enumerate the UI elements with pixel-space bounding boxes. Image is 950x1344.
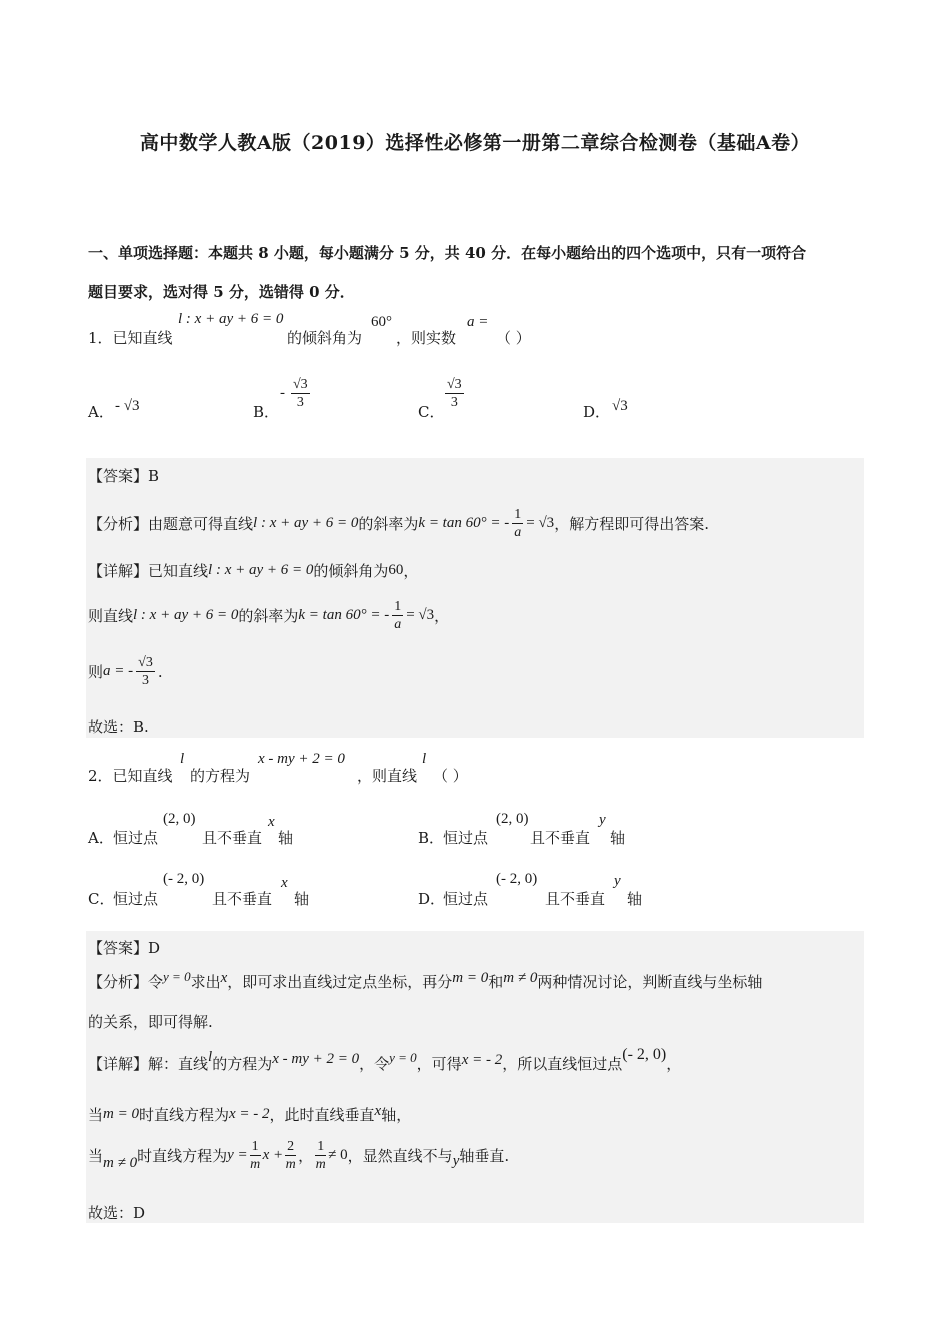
q2-d3-f2-den: m <box>285 1157 296 1172</box>
q1-stem-start: 1．已知直线 <box>88 329 173 347</box>
q1-variable: a = <box>467 314 489 330</box>
q2-d3-f1-den: m <box>250 1157 261 1172</box>
q1-option-b-label: B． <box>253 403 280 421</box>
q2-analysis-line2: 的关系，即可得解. <box>88 1013 213 1031</box>
q2-d3-fraction-2 <box>285 1138 296 1173</box>
q2-d1-text-e: ，所以直线恒过点 <box>502 1055 623 1073</box>
q1-detail-angle: 60 <box>388 562 404 578</box>
q2-option-b-point: (2, 0) <box>496 811 529 827</box>
q1-detail-line3 <box>88 654 163 689</box>
q1-detail2-slope: k = tan 60° = - <box>298 607 390 623</box>
q2-d1-point: (- 2, 0) <box>622 1045 667 1063</box>
q2-d2-text-b: 时直线方程为 <box>138 1106 229 1124</box>
q1-analysis-text-b: 的斜率为 <box>358 515 419 533</box>
q2-analysis <box>88 968 763 992</box>
q1-answer: 【答案】B <box>88 467 160 485</box>
q1-detail2-fraction-num: 1 <box>394 599 402 614</box>
q1-option-c-denominator: 3 <box>450 395 458 410</box>
q1-option-a-value: - √3 <box>115 398 140 414</box>
q1-answer-box <box>86 458 864 738</box>
q1-detail-line2 <box>88 598 449 633</box>
section-heading-line1: 一、单项选择题：本题共 8 小题，每小题满分 5 分，共 40 分．在每小题给出的四个选项中，只有一项符合 <box>88 244 807 262</box>
q2-d1-text-a: 解：直线 <box>148 1055 209 1073</box>
q1-analysis-root: = √3 <box>526 515 555 531</box>
q2-option-c-text-a: 恒过点 <box>113 890 159 908</box>
q1-detail3-fraction-den: 3 <box>141 673 149 688</box>
q2-analysis-label: 【分析】 <box>88 973 149 991</box>
q2-detail-line2 <box>88 1104 411 1125</box>
q2-option-d-text-b: 且不垂直 <box>545 890 606 908</box>
q1-option-d-label: D． <box>583 403 611 421</box>
q2-option-a-axis: x <box>268 814 275 830</box>
q2-detail-line1 <box>88 1045 682 1074</box>
q2-option-a-text-b: 且不垂直 <box>202 829 263 847</box>
q2-option-d-text-a: 恒过点 <box>443 890 489 908</box>
q1-detail-text-c: ， <box>403 562 419 580</box>
q1-analysis-fraction <box>512 506 523 541</box>
q1-stem-mid: 的倾斜角为 <box>287 329 363 347</box>
q2-an-y0: y = 0 <box>163 968 191 984</box>
q2-an-text-c: ，即可求出直线过定点坐标，再分 <box>227 973 453 991</box>
q2-option-c-axis: x <box>281 875 288 891</box>
q2-d1-text-f: ， <box>666 1055 682 1073</box>
q1-angle: 60° <box>371 314 392 330</box>
q2-answer: 【答案】D <box>88 939 161 957</box>
q1-detail2-text-a: 则直线 <box>88 607 134 625</box>
q2-an-text-d: 和 <box>488 973 504 991</box>
q2-paren: （ ） <box>433 767 468 785</box>
q1-detail2-text-d: ， <box>434 607 450 625</box>
q1-stem-tail: ，则实数 <box>396 329 457 347</box>
q2-option-a-point: (2, 0) <box>163 811 196 827</box>
q2-d2-m0: m = 0 <box>103 1106 139 1122</box>
q2-d3-text-e: 轴垂直. <box>459 1147 510 1165</box>
q2-stem-tail: ，则直线 <box>357 767 418 785</box>
q2-choose: 故选：D <box>88 1204 146 1222</box>
q2-option-a-text-a: 恒过点 <box>113 829 159 847</box>
q2-d3-ne: ≠ 0 <box>328 1147 348 1163</box>
q1-detail3-fraction-num: √3 <box>138 655 153 670</box>
q1-analysis <box>88 506 709 541</box>
q2-line-symbol: l <box>180 751 185 767</box>
q2-d3-text-d: ，显然直线不与 <box>347 1147 453 1165</box>
q2-d1-text-d: ，可得 <box>416 1055 462 1073</box>
q1-detail3-text-b: . <box>157 662 163 681</box>
q1-detail3-fraction <box>136 654 155 689</box>
q1-option-b-denominator: 3 <box>296 395 304 410</box>
q2-option-d-label: D． <box>418 890 446 908</box>
q2-d3-text-a: 当 <box>88 1147 104 1165</box>
q2-option-b-text-c: 轴 <box>610 829 626 847</box>
q1-detail-text-b: 的倾斜角为 <box>313 562 389 580</box>
q2-stem-mid: 的方程为 <box>190 767 251 785</box>
q1-option-c-fraction <box>445 376 464 411</box>
q2-detail-line3 <box>88 1138 509 1173</box>
q1-option-b-sign: - <box>280 385 285 401</box>
q2-option-c-point: (- 2, 0) <box>163 871 205 887</box>
q1-option-b-fraction <box>291 376 310 411</box>
q1-detail2-equation: l : x + ay + 6 = 0 <box>133 607 239 623</box>
q2-an-mn0: m ≠ 0 <box>503 970 538 986</box>
q1-detail2-text-b: 的斜率为 <box>238 607 299 625</box>
q2-line-symbol-2: l <box>422 751 427 767</box>
q1-analysis-fraction-num: 1 <box>514 507 522 522</box>
q2-d3-y: y = <box>227 1147 248 1163</box>
q1-analysis-label: 【分析】 <box>88 515 149 533</box>
q1-option-a-label: A． <box>88 403 114 421</box>
q2-d1-text-b: 的方程为 <box>212 1055 273 1073</box>
q1-detail2-fraction <box>392 598 403 633</box>
q1-option-d-value: √3 <box>612 398 628 414</box>
q2-answer-box <box>86 931 864 1223</box>
q2-d1-eq: x - my + 2 = 0 <box>272 1051 360 1067</box>
q2-stem-start: 2．已知直线 <box>88 767 173 785</box>
q2-option-b-text-a: 恒过点 <box>443 829 489 847</box>
q1-analysis-slope: k = tan 60° = - <box>418 515 510 531</box>
q2-d1-text-c: ，令 <box>359 1055 390 1073</box>
q2-option-d-text-c: 轴 <box>627 890 643 908</box>
q1-analysis-fraction-den: a <box>514 525 522 540</box>
q1-analysis-text-d: ，解方程即可得出答案. <box>554 515 709 533</box>
q2-an-x: x <box>220 970 228 986</box>
q2-d3-fraction-3 <box>315 1138 326 1173</box>
q2-d3-f3-den: m <box>315 1157 326 1172</box>
q2-option-c-text-b: 且不垂直 <box>212 890 273 908</box>
q1-detail-label: 【详解】 <box>88 562 149 580</box>
q2-d3-x: x + <box>262 1147 284 1163</box>
q1-option-c-label: C． <box>418 403 445 421</box>
q1-option-b-value <box>280 376 310 411</box>
q2-option-b-text-b: 且不垂直 <box>530 829 591 847</box>
q2-option-a-label: A． <box>88 829 114 847</box>
q2-line-equation: x - my + 2 = 0 <box>258 751 345 767</box>
q1-detail-line1 <box>88 560 418 581</box>
q1-option-c-numerator: √3 <box>447 377 462 392</box>
q2-d3-fraction-1 <box>250 1138 261 1173</box>
q2-d1-x: x = - 2 <box>461 1052 503 1068</box>
q2-an-text-e: 两种情况讨论，判断直线与坐标轴 <box>537 973 763 991</box>
q1-option-b-numerator: √3 <box>293 377 308 392</box>
q2-d2-axis: x <box>374 1103 382 1119</box>
q1-detail2-fraction-den: a <box>394 617 402 632</box>
q2-d1-y0: y = 0 <box>389 1049 417 1065</box>
q2-option-b-label: B． <box>418 829 445 847</box>
q2-detail-label: 【详解】 <box>88 1055 149 1073</box>
q2-option-d-axis: y <box>614 873 621 889</box>
q1-option-c-value <box>445 376 464 411</box>
q2-option-b-axis: y <box>599 812 606 828</box>
q2-d3-text-c: ， <box>298 1147 314 1165</box>
q2-an-text-b: 求出 <box>190 973 221 991</box>
q2-option-c-text-c: 轴 <box>294 890 310 908</box>
q2-d3-f3-num: 1 <box>317 1139 325 1154</box>
q1-detail-text-a: 已知直线 <box>148 562 209 580</box>
q2-d3-mn0: m ≠ 0 <box>103 1155 138 1171</box>
q2-d3-axis: y <box>452 1153 460 1169</box>
q2-option-a-text-c: 轴 <box>278 829 294 847</box>
q2-d2-text-d: 轴， <box>381 1106 412 1124</box>
q2-d2-x: x = - 2 <box>229 1106 270 1122</box>
q2-option-c-label: C． <box>88 890 115 908</box>
q1-analysis-text-a: 由题意可得直线 <box>148 515 254 533</box>
q2-d1-l: l <box>208 1049 213 1065</box>
q1-line-equation: l : x + ay + 6 = 0 <box>178 311 284 327</box>
q2-d3-f1-num: 1 <box>251 1139 259 1154</box>
page-title: 高中数学人教A版（2019）选择性必修第一册第二章综合检测卷（基础A卷） <box>139 132 811 154</box>
q2-d3-text-b: 时直线方程为 <box>137 1147 228 1165</box>
q1-detail-equation: l : x + ay + 6 = 0 <box>208 562 314 578</box>
q2-d2-text-c: ，此时直线垂直 <box>269 1106 375 1124</box>
q1-paren: （ ） <box>496 329 531 347</box>
q1-detail3-variable: a = - <box>103 663 134 679</box>
q1-choose: 故选：B. <box>88 718 149 736</box>
q2-d2-text-a: 当 <box>88 1106 104 1124</box>
section-heading-line2: 题目要求，选对得 5 分，选错得 0 分． <box>88 283 355 301</box>
q1-analysis-equation: l : x + ay + 6 = 0 <box>253 515 359 531</box>
q1-detail3-text-a: 则 <box>88 663 104 681</box>
q2-d3-f2-num: 2 <box>287 1139 295 1154</box>
q2-an-text-a: 令 <box>148 973 164 991</box>
q1-detail2-root: = √3 <box>406 607 435 623</box>
q2-an-m0: m = 0 <box>452 970 489 986</box>
q2-option-d-point: (- 2, 0) <box>496 871 538 887</box>
